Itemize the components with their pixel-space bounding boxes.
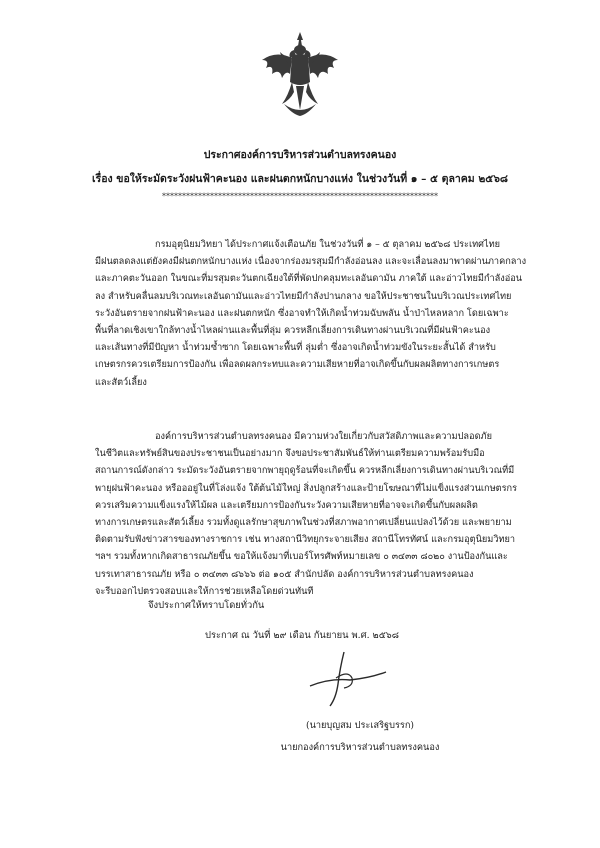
paragraph-line: องค์การบริหารส่วนตำบลทรงคนอง มีความห่วงใยเกี่ยวกับสวัสดิภาพและความปลอดภัย xyxy=(155,431,492,442)
paragraph-line: กรมอุตุนิยมวิทยา ได้ประกาศแจ้งเตือนภัย ในช่วงวันที่ ๑ – ๕ ตุลาคม ๒๕๖๘ ประเทศไทย xyxy=(155,239,501,250)
paragraph-1 xyxy=(95,236,565,391)
paragraph-line: ในชีวิตและทรัพย์สินของประชาชนเป็นอย่างมาก จึงขอประชาสัมพันธ์ให้ท่านเตรียมความพร้อมรับมือ xyxy=(95,448,485,460)
paragraph-line: มีฝนตลดลงแต่ยังคงมีฝนตกหนักบางแห่ง เนื่องจากร่องมรสุมมีกำลังอ่อนลง และจะเลื่อนลงมาพาดผ่านภาคกลาง xyxy=(95,256,527,268)
document-title: ประกาศองค์การบริหารส่วนตำบลทรงคนอง xyxy=(203,149,397,161)
signatory-name xyxy=(0,718,600,733)
paragraph-line: สถานการณ์ดังกล่าว ระมัดระวังอันตรายจากพายุฤดูร้อนที่จะเกิดขึ้น ควรหลีกเลี่ยงการเดินทางผ่านบริเวณที่มี xyxy=(95,465,515,477)
paragraph-line: ควรเสริมความแข็งแรงให้ไม้ผล และเตรียมการป้องกันระวังความเสียหายที่อาจจะเกิดขึ้นกับผลผลิต xyxy=(95,499,478,511)
paragraph-2 xyxy=(95,428,565,600)
paragraph-line: และสัตว์เลี้ยง xyxy=(95,376,147,388)
signatory-position-text: นายกองค์การบริหารส่วนตำบลทรงคนอง xyxy=(280,742,440,753)
paragraph-line: ติดตามรับฟังข่าวสารของทางราชการ เช่น ทางสถานีวิทยุกระจายเสียง สถานีโทรทัศน์ และกรมอุตุนิยมวิทยา xyxy=(95,534,516,546)
paragraph-line: จะรีบออกไปตรวจสอบและให้การช่วยเหลือโดยด่วนทันที xyxy=(95,585,314,597)
signatory-name-text: (นายบุญสม ประเสริฐบรรก) xyxy=(306,720,414,731)
paragraph-line: พื้นที่ลาดเชิงเขาใกล้ทางน้ำไหลผ่านและพื้นที่ลุ่ม ควรหลีกเลี่ยงการเดินทางผ่านบริเวณที่มีฝนฟ้าคะนอง xyxy=(95,325,491,337)
signatory-position xyxy=(0,740,600,755)
paragraph-line: และเส้นทางที่มีปัญหา น้ำท่วมซ้ำซาก โดยเฉพาะพื้นที่ ลุ่มต่ำ ซึ่งอาจเกิดน้ำท่วมขังในระยะสั้นได้ สำหรับ xyxy=(95,342,496,354)
paragraph-line: ระวังอันตรายจากฝนฟ้าคะนอง และฝนตกหนัก ซึ่งอาจทำให้เกิดน้ำท่วมฉับพลัน น้ำป่าไหลหลาก โดยเฉพาะ xyxy=(95,307,509,319)
paragraph-line: และภาคตะวันออก ในขณะที่มรสุมตะวันตกเฉียงใต้ที่พัดปกคลุมทะเลอันดามัน ภาคใต้ และอ่าวไทยมีกำลังอ่อน xyxy=(95,273,523,285)
paragraph-line: ฯลฯ รวมทั้งหากเกิดสาธารณภัยขึ้น ขอให้แจ้งมาที่เบอร์โทรศัพท์หมายเลข ๐ ๓๔๓๓ ๘๐๒๐ งานป้องกันและ xyxy=(95,551,508,563)
separator-line: ********************************************************************* xyxy=(162,192,438,201)
date-line: ประกาศ ณ วันที่ ๒๙ เดือน กันยายน พ.ศ. ๒๕๖๘ xyxy=(205,630,399,641)
paragraph-line: พายุฝนฟ้าคะนอง หรือออยู่ในที่โล่งแจ้ง ใต้ต้นไม้ใหญ่ สิ่งปลูกสร้างและป้ายโฆษณาที่ไม่แข็งแรงส่วนเกษตรกร xyxy=(95,482,518,494)
announce-line: จึงประกาศให้ทราบโดยทั่วกัน xyxy=(148,600,265,611)
document-subject: เรื่อง ขอให้ระมัดระวังฝนฟ้าคะนอง และฝนตกหนักบางแห่ง ในช่วงวันที่ ๑ – ๕ ตุลาคม ๒๕๖๘ xyxy=(91,173,509,185)
paragraph-line: ทางการเกษตรและสัตว์เลี้ยง รวมทั้งดูแลรักษาสุขภาพในช่วงที่สภาพอากาศเปลี่ยนแปลงไว้ด้วย และพยายาม xyxy=(95,517,512,529)
handwritten-signature xyxy=(300,648,390,708)
paragraph-line: บรรเทาสาธารณภัย หรือ ๐ ๓๔๓๓ ๘๖๖๖ ต่อ ๑๐๕ สำนักปลัด องค์การบริหารส่วนตำบลทรงคนอง xyxy=(95,568,474,580)
paragraph-line: เกษตรกรควรเตรียมการป้องกัน เพื่อลดผลกระทบและความเสียหายที่อาจเกิดขึ้นกับผลผลิตทางการเกษตร xyxy=(95,359,500,371)
garuda-emblem xyxy=(256,30,344,120)
paragraph-line: ลง สำหรับคลื่นลมบริเวณทะเลอันดามันและอ่าวไทยมีกำลังปานกลาง ขอให้ประชาชนในบริเวณประเทศไทย xyxy=(95,290,512,302)
